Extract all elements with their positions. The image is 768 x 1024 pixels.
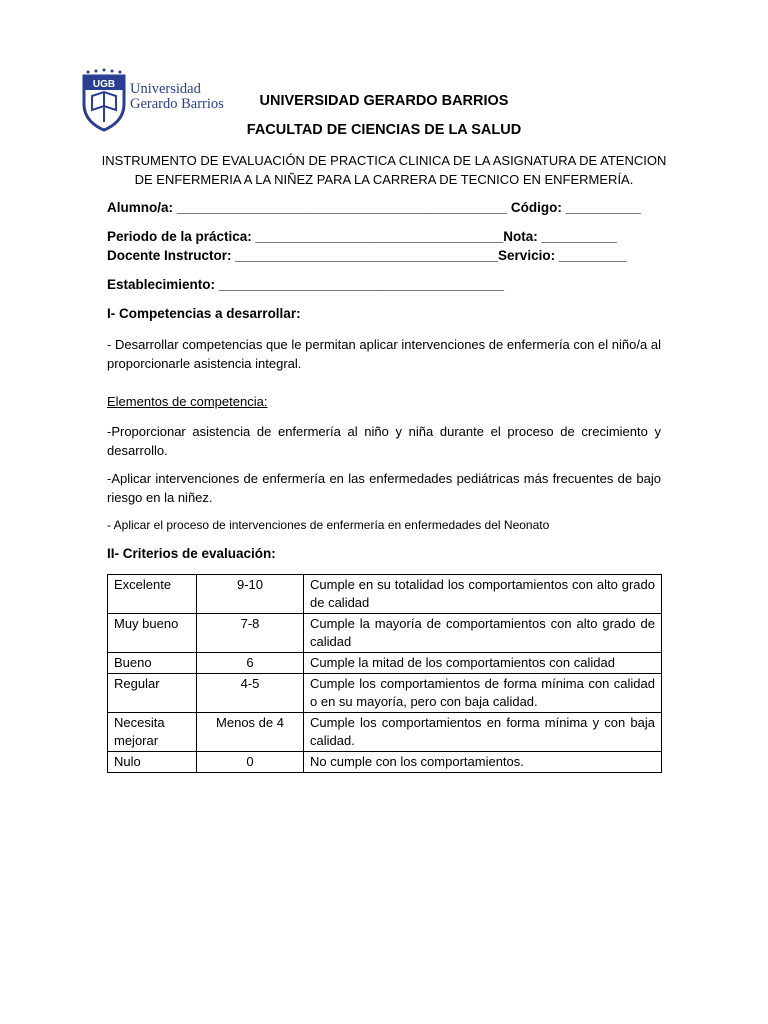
criteria-score-cell: Menos de 4 — [197, 713, 304, 752]
instrument-title-line-1: INSTRUMENTO DE EVALUACIÓN DE PRACTICA CLINICA DE LA ASIGNATURA DE ATENCION — [101, 153, 667, 168]
criteria-score-cell: 7-8 — [197, 614, 304, 653]
criteria-description-cell: Cumple los comportamientos de forma mínima con calidad o en su mayoría, pero con baja calidad. — [304, 674, 662, 713]
establecimiento-field[interactable]: Establecimiento: ______________________________________ — [107, 277, 505, 292]
element-2: -Aplicar intervenciones de enfermería en las enfermedades pediátricas más frecuentes de bajo riesgo en la niñez. — [107, 471, 661, 505]
criteria-level-cell: Nulo — [108, 752, 197, 773]
criteria-level-cell: Regular — [108, 674, 197, 713]
logo-line-1: Universidad — [130, 81, 201, 97]
logo-badge-text: UGB — [92, 79, 116, 90]
table-row — [108, 713, 662, 752]
criteria-description-cell: Cumple los comportamientos en forma mínima y con baja calidad. — [304, 713, 662, 752]
criteria-level-cell: Excelente — [108, 575, 197, 614]
docente-field[interactable]: Docente Instructor: ___________________________________Servicio: _________ — [107, 248, 627, 263]
instrument-title — [0, 151, 768, 189]
table-row — [108, 575, 662, 614]
criteria-description-cell: Cumple la mitad de los comportamientos con calidad — [304, 653, 662, 674]
criteria-description-cell: Cumple en su totalidad los comportamientos con alto grado de calidad — [304, 575, 662, 614]
criteria-table — [107, 574, 662, 773]
criteria-level-cell: Necesita mejorar — [108, 713, 197, 752]
university-title: UNIVERSIDAD GERARDO BARRIOS — [259, 93, 509, 109]
faculty-title: FACULTAD DE CIENCIAS DE LA SALUD — [246, 122, 522, 138]
criteria-score-cell: 4-5 — [197, 674, 304, 713]
criteria-score-cell: 0 — [197, 752, 304, 773]
criteria-score-cell: 9-10 — [197, 575, 304, 614]
element-1: -Proporcionar asistencia de enfermería al niño y niña durante el proceso de crecimiento y desarrollo. — [107, 424, 661, 458]
table-row — [108, 653, 662, 674]
criteria-level-cell: Bueno — [108, 653, 197, 674]
elements-heading: Elementos de competencia: — [107, 394, 268, 409]
table-row — [108, 752, 662, 773]
criteria-description-cell: Cumple la mayoría de comportamientos con alto grado de calidad — [304, 614, 662, 653]
section-1-heading: I- Competencias a desarrollar: — [107, 306, 301, 321]
criteria-score-cell: 6 — [197, 653, 304, 674]
section-2-heading: II- Criterios de evaluación: — [107, 546, 276, 561]
criteria-level-cell: Muy bueno — [108, 614, 197, 653]
instrument-title-line-2: DE ENFERMERIA A LA NIÑEZ PARA LA CARRERA DE TECNICO EN ENFERMERÍA. — [134, 172, 634, 187]
competency-text: - Desarrollar competencias que le permitan aplicar intervenciones de enfermería con el niño/a al proporcionarle asistencia integral. — [107, 337, 661, 371]
criteria-description-cell: No cumple con los comportamientos. — [304, 752, 662, 773]
alumno-field[interactable]: Alumno/a: ____________________________________________ Código: __________ — [107, 200, 641, 215]
table-row — [108, 674, 662, 713]
logo-line-2: Gerardo Barrios — [130, 96, 224, 112]
element-3: - Aplicar el proceso de intervenciones de enfermería en enfermedades del Neonato — [107, 518, 550, 532]
table-row — [108, 614, 662, 653]
periodo-field[interactable]: Periodo de la práctica: _________________________________Nota: __________ — [107, 229, 617, 244]
